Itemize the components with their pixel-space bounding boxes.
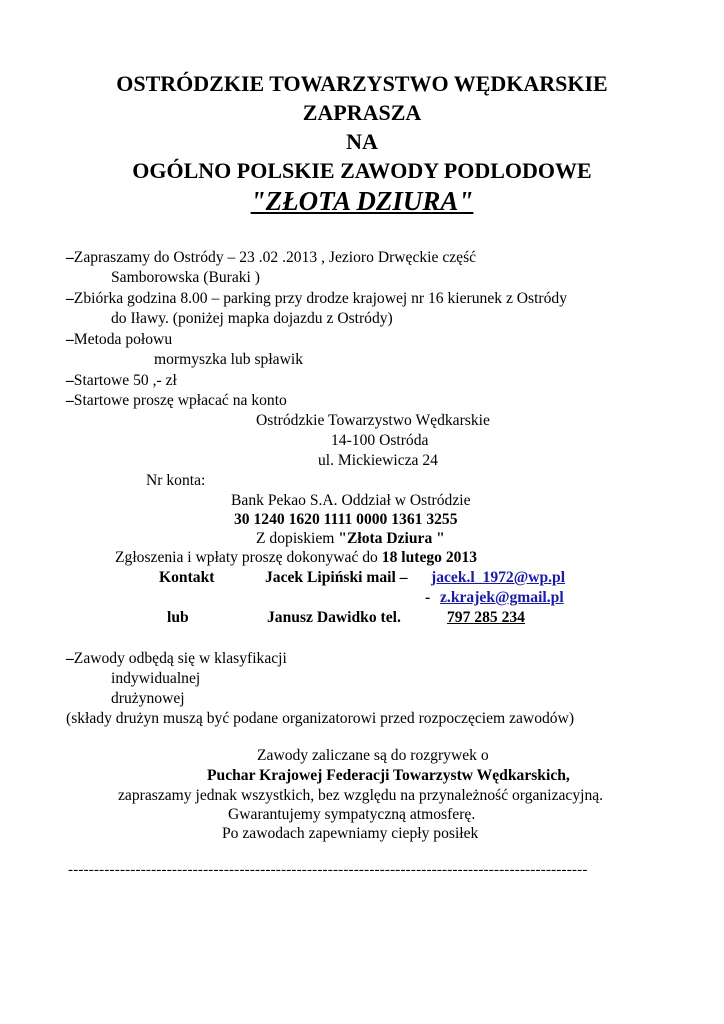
item-fee-text: Startowe 50 ,- zł <box>73 372 177 389</box>
account-nr-label: Nr konta: <box>146 472 206 489</box>
title-line-4: OGÓLNO POLSKIE ZAWODY PODLODOWE <box>132 158 592 183</box>
event-name: "ZŁOTA DZIURA" <box>250 186 474 216</box>
item-invite-cont: Samborowska (Buraki ) <box>111 269 260 286</box>
item-fee-pay-text: Startowe proszę wpłacać na konto <box>73 392 287 409</box>
item-meeting-cont: do Iławy. (poniżej mapka dojazdu z Ostródy) <box>111 310 393 327</box>
dashed-separator: ---------------------------------------------------------------------------------------------------- <box>68 862 588 878</box>
item-meeting <box>66 289 567 309</box>
closing-line-5: Po zawodach zapewniamy ciepły posiłek <box>222 825 479 842</box>
item-method-value: mormyszka lub spławik <box>154 351 303 368</box>
closing-line-2: Puchar Krajowej Federacji Towarzystw Wędkarskich, <box>207 767 570 784</box>
item-fee <box>66 371 177 391</box>
email-link-2[interactable]: z.krajek@gmail.pl <box>440 589 564 606</box>
deadline-date: 18 lutego 2013 <box>381 549 478 566</box>
classification-heading-text: Zawody odbędą się w klasyfikacji <box>73 650 287 667</box>
account-street: ul. Mickiewicza 24 <box>318 452 438 469</box>
title-line-1: OSTRÓDZKIE TOWARZYSTWO WĘDKARSKIE <box>116 71 608 96</box>
account-note-value: "Złota Dziura " <box>338 530 445 547</box>
account-note-prefix: Z dopiskiem <box>256 530 339 547</box>
account-bank: Bank Pekao S.A. Oddział w Ostródzie <box>231 492 471 509</box>
account-number: 30 1240 1620 1111 0000 1361 3255 <box>234 511 458 528</box>
bullet-dash: – <box>66 392 74 409</box>
deadline <box>115 548 477 568</box>
classification-heading <box>66 649 287 669</box>
item-method <box>66 330 172 350</box>
classification-individual: indywidualnej <box>111 670 201 687</box>
bullet-dash: – <box>66 249 74 266</box>
contact-phone: 797 285 234 <box>447 609 525 626</box>
classification-team: drużynowej <box>111 690 185 707</box>
closing-line-1: Zawody zaliczane są do rozgrywek o <box>257 747 489 764</box>
item-meeting-text: Zbiórka godzina 8.00 – parking przy drodze krajowej nr 16 kierunek z Ostródy <box>73 290 568 307</box>
account-name: Ostródzkie Towarzystwo Wędkarskie <box>256 412 490 429</box>
contact-label: Kontakt <box>159 569 215 586</box>
item-invite-text: Zapraszamy do Ostródy – 23 .02 .2013 , Jezioro Drwęckie część <box>73 249 477 266</box>
bullet-dash: – <box>66 650 74 667</box>
deadline-prefix: Zgłoszenia i wpłaty proszę dokonywać do <box>115 549 382 566</box>
closing-line-3: zapraszamy jednak wszystkich, bez względu na przynależność organizacyjną. <box>118 787 604 804</box>
contact-dash: - <box>425 589 431 606</box>
title-line-3: NA <box>346 129 378 154</box>
contact-person-2: Janusz Dawidko tel. <box>267 609 401 626</box>
item-method-text: Metoda połowu <box>73 331 173 348</box>
title-line-2: ZAPRASZA <box>302 100 422 125</box>
item-fee-pay <box>66 391 287 411</box>
account-note <box>256 529 445 549</box>
classification-note: (składy drużyn muszą być podane organizatorowi przed rozpoczęciem zawodów) <box>66 710 575 727</box>
email-link-1[interactable]: jacek.l_1972@wp.pl <box>431 569 566 586</box>
bullet-dash: – <box>66 290 74 307</box>
contact-person-1: Jacek Lipiński mail – <box>265 569 408 586</box>
account-postal: 14-100 Ostróda <box>331 432 429 449</box>
bullet-dash: – <box>66 372 74 389</box>
contact-or: lub <box>167 609 189 626</box>
bullet-dash: – <box>66 331 74 348</box>
item-invite <box>66 248 476 268</box>
closing-line-4: Gwarantujemy sympatyczną atmosferę. <box>228 806 476 823</box>
